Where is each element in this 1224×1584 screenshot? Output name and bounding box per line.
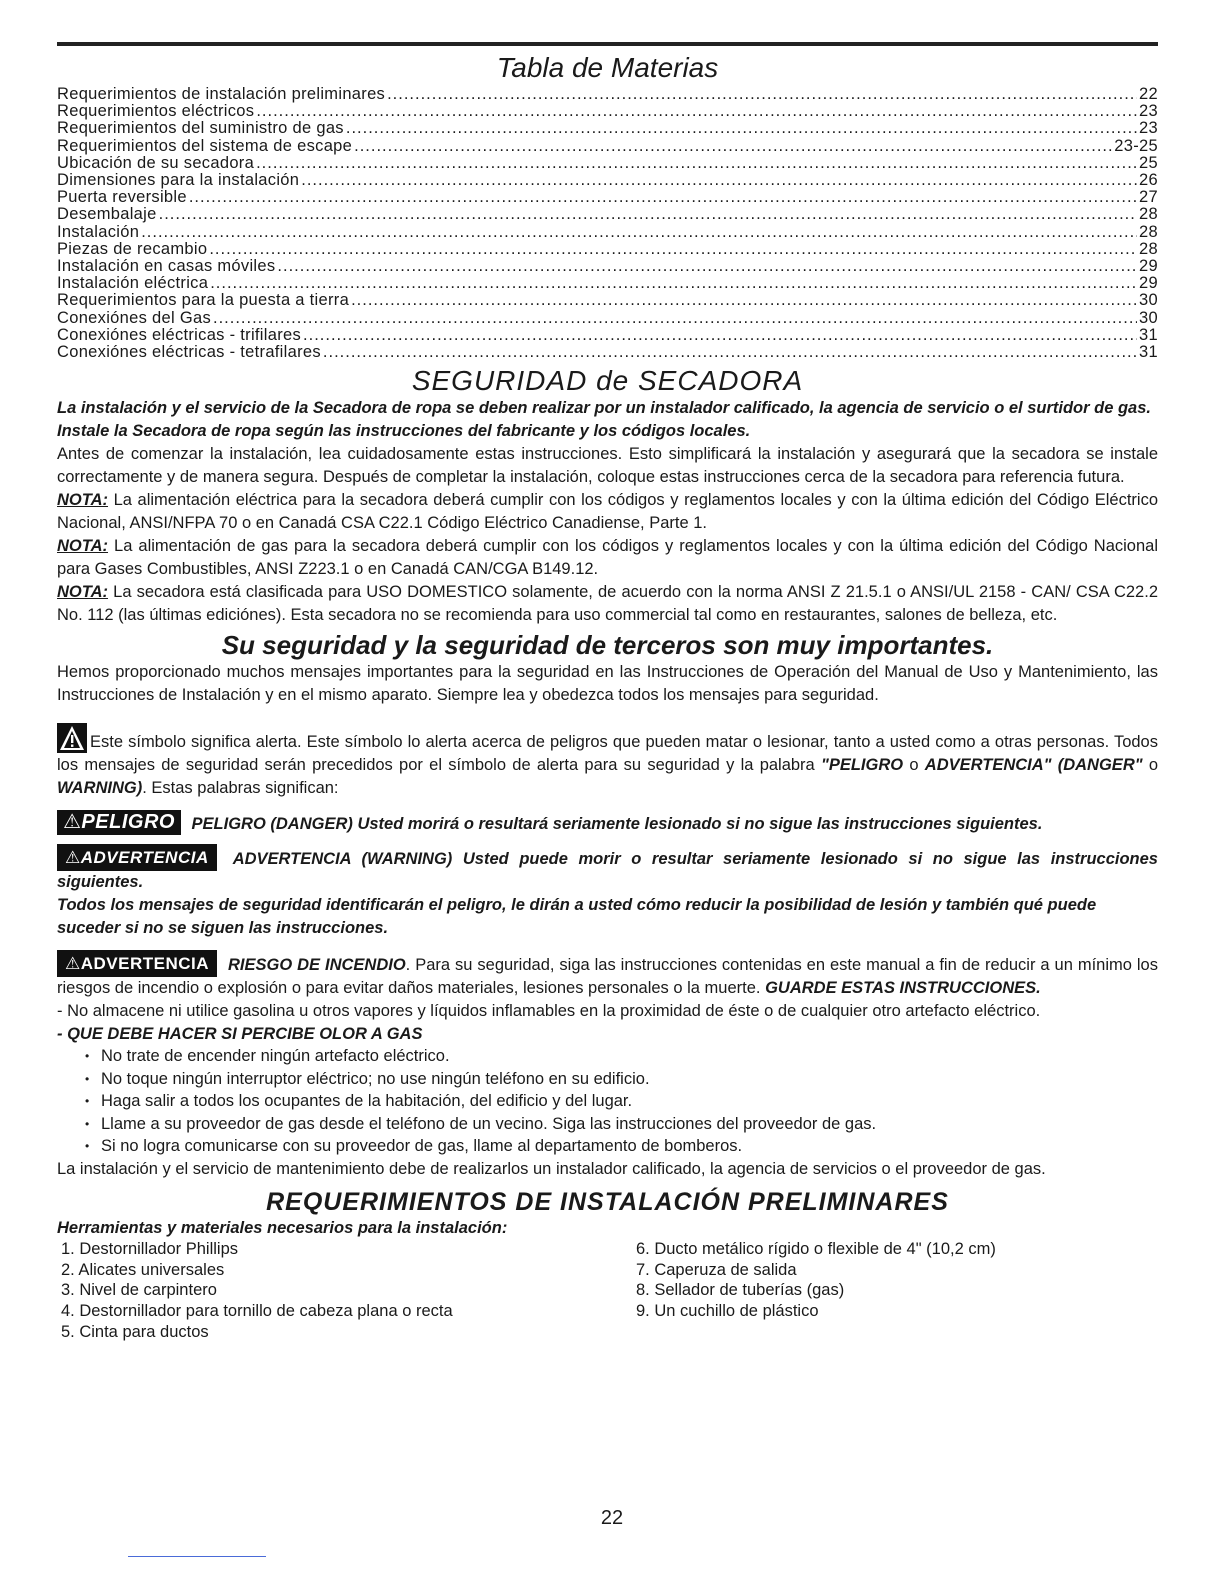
toc-entry — [57, 258, 1158, 275]
document-page — [57, 42, 1158, 1343]
toc-entry-label: Piezas de recambio — [57, 239, 208, 258]
safety-bold-2: Instale la Secadora de ropa según las instrucciones del fabricante y los códigos locales. — [57, 422, 751, 441]
toc-leader — [387, 86, 1137, 103]
toc-entry-page: 23 — [1139, 102, 1158, 121]
list-item: • Si no logra comunicarse con su proveedor de gas, llame al departamento de bomberos. — [57, 1135, 1158, 1158]
todos-mensajes: Todos los mensajes de seguridad identificarán el peligro, le dirán a usted cómo reducir la posibilidad de lesión y también qué puede suceder si no se siguen las instrucciones. — [57, 896, 1097, 938]
toc-entry — [57, 224, 1158, 241]
toc-entry-label: Conexiónes eléctricas - trifilares — [57, 325, 302, 344]
toc-leader — [189, 189, 1137, 206]
toc-leader — [277, 258, 1137, 275]
toc-leader — [351, 292, 1137, 309]
list-item: • No toque ningún interruptor eléctrico; no use ningún teléfono en su edificio. — [57, 1068, 1158, 1091]
toc-entry — [57, 327, 1158, 344]
footer-line — [128, 1556, 266, 1557]
toc-entry-label: Instalación eléctrica — [57, 274, 209, 293]
tools-right — [636, 1239, 996, 1343]
toc-leader — [141, 224, 1137, 241]
tools-list — [57, 1239, 1158, 1343]
toc-entry-label: Puerta reversible — [57, 188, 187, 207]
tools-left — [57, 1239, 636, 1343]
toc-leader — [346, 120, 1137, 137]
toc-entry-page: 23-25 — [1114, 136, 1158, 155]
toc-entry-page: 28 — [1139, 222, 1158, 241]
toc-entry — [57, 292, 1158, 309]
toc-entry-label: Requerimientos eléctricos — [57, 102, 255, 121]
toc-entry-label: Requerimientos del sistema de escape — [57, 136, 353, 155]
toc-entry-label: Instalación — [57, 222, 140, 241]
safety-bold-1: La instalación y el servicio de la Secadora de ropa se deben realizar por un instalador calificado, la agencia de servicio o el surtidor de gas. — [57, 399, 1151, 418]
tool-item: 4. Destornillador para tornillo de cabeza plana o recta — [61, 1302, 453, 1321]
list-item: • No trate de encender ningún artefacto eléctrico. — [57, 1045, 1158, 1068]
toc-entry — [57, 189, 1158, 206]
toc-entry-page: 26 — [1139, 171, 1158, 190]
toc-entry — [57, 275, 1158, 292]
toc-entry-label: Desembalaje — [57, 205, 157, 224]
toc-entry-page: 28 — [1139, 205, 1158, 224]
toc-entry-page: 29 — [1139, 257, 1158, 276]
list-item: - QUE DEBE HACER SI PERCIBE OLOR A GAS — [57, 1024, 423, 1043]
nota-label: NOTA: — [57, 537, 109, 556]
toc-entry-page: 31 — [1139, 325, 1158, 344]
tool-item: 3. Nivel de carpintero — [61, 1281, 217, 1300]
alert-paragraph: Este símbolo significa alerta. Este símbolo lo alerta acerca de peligros que pueden matar o lesionar, tanto a usted como a otras personas. Todos los mensajes de seguridad serán precedidos por el símbolo de alerta para su seguridad y la palabra "PELIGRO o ADVERTENCIA" (DANGER" o WARNING). Estas palabras significan: — [57, 723, 1158, 800]
toc-leader — [213, 310, 1137, 327]
toc-entry — [57, 172, 1158, 189]
toc-entry-label: Ubicación de su secadora — [57, 153, 255, 172]
toc-entry-page: 22 — [1139, 85, 1158, 103]
toc-entry — [57, 138, 1158, 155]
prelim-title: REQUERIMIENTOS DE INSTALACIÓN PRELIMINARES — [266, 1187, 949, 1216]
fire-advertencia-badge: ⚠ADVERTENCIA — [57, 950, 217, 977]
alert-triangle-icon — [57, 723, 87, 753]
tool-item: 8. Sellador de tuberías (gas) — [636, 1281, 845, 1300]
toc-entry — [57, 86, 1158, 103]
toc-entry — [57, 155, 1158, 172]
tool-item: 5. Cinta para ductos — [61, 1322, 209, 1341]
toc-entry-label: Dimensiones para la instalación — [57, 171, 300, 190]
tools-heading: Herramientas y materiales necesarios para la instalación: — [57, 1218, 508, 1237]
important-title: Su seguridad y la seguridad de terceros son muy importantes. — [221, 630, 994, 661]
nota-3: NOTA: La secadora está clasificada para USO DOMESTICO solamente, de acuerdo con la norma ANSI Z 21.5.1 o ANSI/UL 2158 - CAN/ CSA C22.2 No. 112 (las últimas ediciónes). Esta secadora no se recomienda para uso commercial tal como en restaurantes, salones de belleza, etc. — [57, 583, 1158, 625]
toc-entry-page: 31 — [1139, 343, 1158, 362]
toc-entry — [57, 310, 1158, 327]
safety-title: SEGURIDAD de SECADORA — [411, 365, 804, 397]
toc-entry-page: 25 — [1139, 153, 1158, 172]
toc-leader — [159, 206, 1137, 223]
toc-leader — [256, 155, 1137, 172]
toc-leader — [323, 344, 1137, 361]
toc-entry-label: Instalación en casas móviles — [57, 257, 276, 276]
list-item: - No almacene ni utilice gasolina u otros vapores y líquidos inflamables en la proximidad de éste o de cualquier otro artefacto eléctrico. — [57, 1002, 1041, 1021]
toc-title: Tabla de Materias — [496, 52, 719, 83]
toc-entry — [57, 241, 1158, 258]
toc-entry-label: Requerimientos de instalación preliminares — [57, 85, 386, 103]
toc-leader — [303, 327, 1137, 344]
toc-entry — [57, 344, 1158, 361]
toc-entry-page: 28 — [1139, 239, 1158, 258]
toc-entry-page: 30 — [1139, 291, 1158, 310]
peligro-line: ⚠PELIGRO PELIGRO (DANGER) Usted morirá o resultará seriamente lesionado si no sigue las instrucciones siguientes. — [57, 810, 1158, 836]
nota-1: NOTA: La alimentación eléctrica para la secadora deberá cumplir con los códigos y reglamentos locales y con la última edición del Código Eléctrico Nacional, ANSI/NFPA 70 o en Canadá CSA C22.1 Código Eléctrico Canadiense, Parte 1. — [57, 491, 1158, 533]
nota-label: NOTA: — [57, 491, 109, 510]
toc-leader — [210, 275, 1137, 292]
tool-item: 1. Destornillador Phillips — [61, 1239, 238, 1258]
gas-smell-list — [57, 1045, 1158, 1158]
page-number: 22 — [600, 1507, 624, 1529]
list-item: • Llame a su proveedor de gas desde el teléfono de un vecino. Siga las instrucciones del proveedor de gas. — [57, 1113, 1158, 1136]
toc-entry-label: Requerimientos para la puesta a tierra — [57, 291, 350, 310]
toc-entry — [57, 103, 1158, 120]
toc-leader — [301, 172, 1137, 189]
toc-entry-label: Conexiónes eléctricas - tetrafilares — [57, 343, 321, 362]
important-intro: Hemos proporcionado muchos mensajes importantes para la seguridad en las Instrucciones de Operación del Manual de Uso y Mantenimiento, las Instrucciones de Instalación y en el mismo aparato. Siempre lea y obedezca todos los mensajes para seguridad. — [57, 663, 1158, 705]
toc-entry-page: 27 — [1139, 188, 1158, 207]
toc-entry-label: Requerimientos del suministro de gas — [57, 119, 344, 138]
advertencia-line: ⚠ADVERTENCIA ADVERTENCIA (WARNING) Usted puede morir o resultar seriamente lesionado si no sigue las instrucciones siguientes. — [57, 844, 1158, 894]
toc-leader — [256, 103, 1137, 120]
toc-entry — [57, 120, 1158, 137]
fire-warning: ⚠ADVERTENCIA RIESGO DE INCENDIO. Para su seguridad, siga las instrucciones contenidas en este manual a fin de reducir a un mínimo los riesgos de incendio o explosión o para evitar daños materiales, lesiones personales o la muerte. GUARDE ESTAS INSTRUCCIONES. — [57, 950, 1158, 1000]
toc-leader — [209, 241, 1137, 258]
tool-item: 2. Alicates universales — [61, 1260, 225, 1279]
toc-entry-page: 30 — [1139, 308, 1158, 327]
toc-entry-page: 23 — [1139, 119, 1158, 138]
advertencia-badge: ⚠ADVERTENCIA — [57, 844, 217, 871]
nota-2: NOTA: La alimentación de gas para la secadora deberá cumplir con los códigos y reglamentos locales y con la última edición del Código Nacional para Gases Combustibles, ANSI Z223.1 o en Canadá CAN/CGA B149.12. — [57, 537, 1158, 579]
toc-entry-label: Conexiónes del Gas — [57, 308, 211, 327]
nota-label: NOTA: — [57, 583, 109, 602]
closing-text: La instalación y el servicio de mantenimiento debe de realizarlos un instalador calificado, la agencia de servicios o el proveedor de gas. — [57, 1159, 1046, 1178]
fire-list — [57, 1000, 1158, 1045]
toc-entry — [57, 206, 1158, 223]
list-item: • Haga salir a todos los ocupantes de la habitación, del edificio y del lugar. — [57, 1090, 1158, 1113]
tool-item: 6. Ducto metálico rígido o flexible de 4" (10,2 cm) — [636, 1239, 996, 1258]
safety-intro: Antes de comenzar la instalación, lea cuidadosamente estas instrucciones. Esto simplificará la instalación y asegurará que la secadora se instale correctamente y de manera segura. Después de completar la instalación, coloque estas instrucciones cerca de la secadora para referencia futura. — [57, 445, 1158, 487]
toc-leader — [354, 138, 1112, 155]
table-of-contents — [57, 86, 1158, 361]
tool-item: 9. Un cuchillo de plástico — [636, 1302, 819, 1321]
top-rule — [57, 42, 1158, 46]
tool-item: 7. Caperuza de salida — [636, 1260, 797, 1279]
toc-entry-page: 29 — [1139, 274, 1158, 293]
peligro-badge: ⚠PELIGRO — [57, 810, 181, 835]
